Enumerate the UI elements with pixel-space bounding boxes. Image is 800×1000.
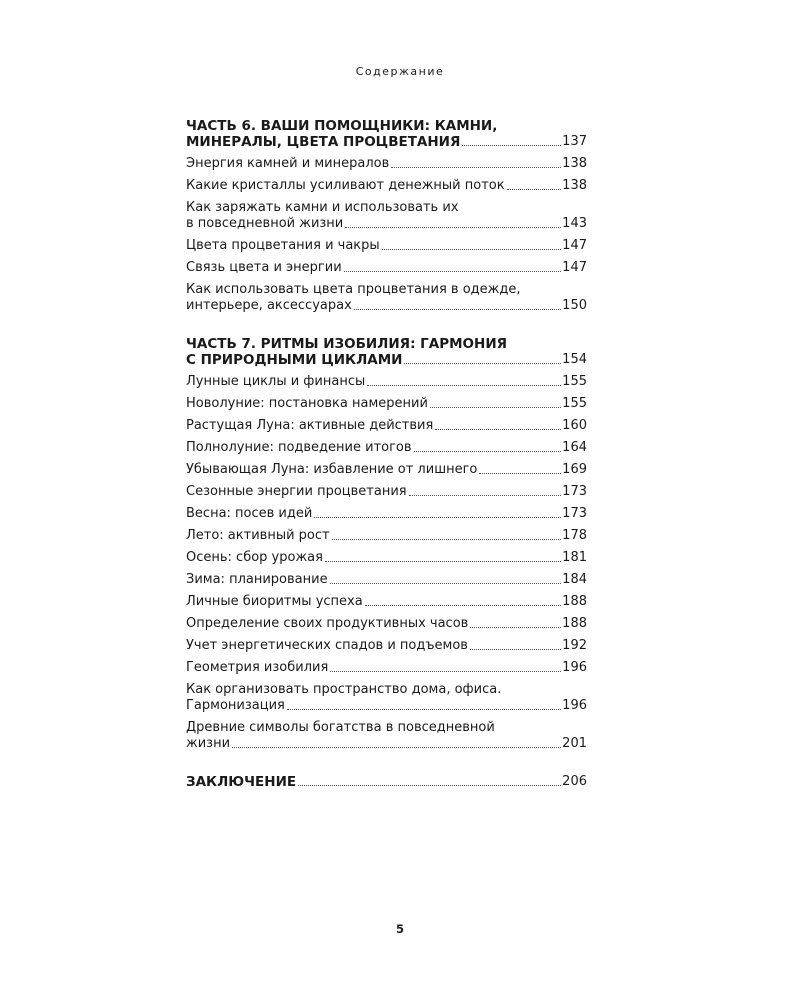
toc-page-number: 178: [562, 528, 587, 543]
toc-entry-text: Как организовать пространство дома, офиса.: [186, 682, 502, 697]
toc-entry-text: Личные биоритмы успеха: [186, 594, 363, 609]
dot-leader: [287, 709, 561, 710]
toc-page-number: 188: [562, 616, 587, 631]
toc-entry-text: МИНЕРАЛЫ, ЦВЕТА ПРОЦВЕТАНИЯ: [186, 134, 461, 150]
toc-page-number: 138: [562, 156, 587, 171]
toc-page-number: 169: [562, 462, 587, 477]
dot-leader: [354, 309, 561, 310]
toc-entry[interactable]: [186, 440, 587, 456]
toc-entry[interactable]: [186, 594, 587, 610]
table-of-contents: [186, 118, 587, 812]
toc-entry-text: Геометрия изобилия: [186, 660, 329, 675]
dot-leader: [507, 189, 562, 190]
toc-entry[interactable]: [186, 238, 587, 254]
toc-entry-text: Сезонные энергии процветания: [186, 484, 407, 499]
toc-entry[interactable]: [186, 550, 587, 566]
toc-entry[interactable]: [186, 156, 587, 172]
toc-entry[interactable]: [186, 572, 587, 588]
toc-page-number: 188: [562, 594, 587, 609]
toc-section: [186, 118, 587, 314]
dot-leader: [479, 473, 561, 474]
page-number: 5: [395, 922, 404, 936]
toc-section: [186, 336, 587, 752]
toc-section: [186, 774, 587, 790]
toc-entry-text: жизни: [186, 736, 231, 751]
toc-entry-text: С ПРИРОДНЫМИ ЦИКЛАМИ: [186, 352, 403, 368]
toc-entry-text: Лето: активный рост: [186, 528, 330, 543]
dot-leader: [314, 517, 561, 518]
toc-entry-text: Гармонизация: [186, 698, 285, 713]
toc-page-number: 147: [562, 260, 587, 275]
dot-leader: [330, 671, 561, 672]
toc-entry[interactable]: [186, 720, 587, 752]
toc-entry-text: ЗАКЛЮЧЕНИЕ: [186, 774, 297, 790]
dot-leader: [325, 561, 561, 562]
dot-leader: [470, 649, 561, 650]
dot-leader: [344, 271, 562, 272]
toc-entry-text: интерьере, аксессуарах: [186, 298, 352, 313]
toc-entry[interactable]: [186, 396, 587, 412]
dot-leader: [414, 451, 562, 452]
dot-leader: [435, 429, 561, 430]
toc-entry[interactable]: [186, 506, 587, 522]
toc-entry-text: Растущая Луна: активные действия: [186, 418, 434, 433]
toc-page-number: 138: [562, 178, 587, 193]
toc-entry-text: Связь цвета и энергии: [186, 260, 342, 275]
toc-page-number: 143: [562, 216, 587, 231]
toc-page-number: 184: [562, 572, 587, 587]
toc-page-number: 155: [562, 374, 587, 389]
toc-entry-text: Новолуние: постановка намерений: [186, 396, 428, 411]
toc-page-number: 181: [562, 550, 587, 565]
toc-entry-text: Учет энергетических спадов и подъемов: [186, 638, 468, 653]
toc-page-number: 196: [562, 698, 587, 713]
dot-leader: [404, 363, 561, 364]
toc-entry-text: Зима: планирование: [186, 572, 328, 587]
toc-page-number: 160: [562, 418, 587, 433]
toc-entry[interactable]: [186, 260, 587, 276]
toc-entry-text: Какие кристаллы усиливают денежный поток: [186, 178, 505, 193]
dot-leader: [462, 145, 561, 146]
toc-entry-text: Полнолуние: подведение итогов: [186, 440, 412, 455]
toc-page-number: 173: [562, 484, 587, 499]
toc-entry[interactable]: [186, 528, 587, 544]
running-head: Содержание: [355, 65, 445, 78]
dot-leader: [332, 539, 562, 540]
toc-entry-text: Осень: сбор урожая: [186, 550, 323, 565]
toc-page-number: 201: [562, 736, 587, 751]
toc-entry[interactable]: [186, 638, 587, 654]
toc-entry-text: Как использовать цвета процветания в одежде,: [186, 282, 521, 297]
toc-entry-text: Как заряжать камни и использовать их: [186, 200, 459, 215]
toc-entry-text: Энергия камней и минералов: [186, 156, 390, 171]
dot-leader: [391, 167, 561, 168]
toc-entry-text: в повседневной жизни: [186, 216, 344, 231]
toc-entry[interactable]: [186, 682, 587, 714]
toc-page-number: 196: [562, 660, 587, 675]
toc-entry-text: Убывающая Луна: избавление от лишнего: [186, 462, 478, 477]
toc-entry-text: Древние символы богатства в повседневной: [186, 720, 495, 735]
toc-page-number: 147: [562, 238, 587, 253]
toc-entry-text: Лунные циклы и финансы: [186, 374, 366, 389]
toc-entry-text: Весна: посев идей: [186, 506, 313, 521]
toc-page-number: 155: [562, 396, 587, 411]
dot-leader: [232, 747, 561, 748]
dot-leader: [330, 583, 562, 584]
toc-entry[interactable]: [186, 418, 587, 434]
toc-page-number: 137: [562, 134, 587, 149]
toc-page-number: 164: [562, 440, 587, 455]
dot-leader: [367, 385, 561, 386]
toc-entry[interactable]: [186, 200, 587, 232]
toc-page-number: 154: [562, 352, 587, 367]
toc-page-number: 150: [562, 298, 587, 313]
toc-entry[interactable]: [186, 282, 587, 314]
toc-page-number: 192: [562, 638, 587, 653]
toc-part-title[interactable]: [186, 118, 587, 150]
dot-leader: [382, 249, 561, 250]
toc-entry-text: ЧАСТЬ 6. ВАШИ ПОМОЩНИКИ: КАМНИ,: [186, 118, 498, 134]
dot-leader: [470, 627, 561, 628]
toc-part-title[interactable]: [186, 774, 587, 790]
dot-leader: [365, 605, 561, 606]
toc-entry-text: ЧАСТЬ 7. РИТМЫ ИЗОБИЛИЯ: ГАРМОНИЯ: [186, 336, 508, 352]
dot-leader: [409, 495, 562, 496]
toc-entry[interactable]: [186, 484, 587, 500]
toc-entry[interactable]: [186, 178, 587, 194]
dot-leader: [298, 785, 561, 786]
toc-entry[interactable]: [186, 462, 587, 478]
dot-leader: [345, 227, 561, 228]
toc-entry-text: Определение своих продуктивных часов: [186, 616, 469, 631]
toc-page-number: 173: [562, 506, 587, 521]
toc-entry-text: Цвета процветания и чакры: [186, 238, 380, 253]
dot-leader: [430, 407, 561, 408]
toc-entry[interactable]: [186, 374, 587, 390]
toc-part-title[interactable]: [186, 336, 587, 368]
toc-entry[interactable]: [186, 660, 587, 676]
toc-entry[interactable]: [186, 616, 587, 632]
toc-page-number: 206: [562, 774, 587, 789]
